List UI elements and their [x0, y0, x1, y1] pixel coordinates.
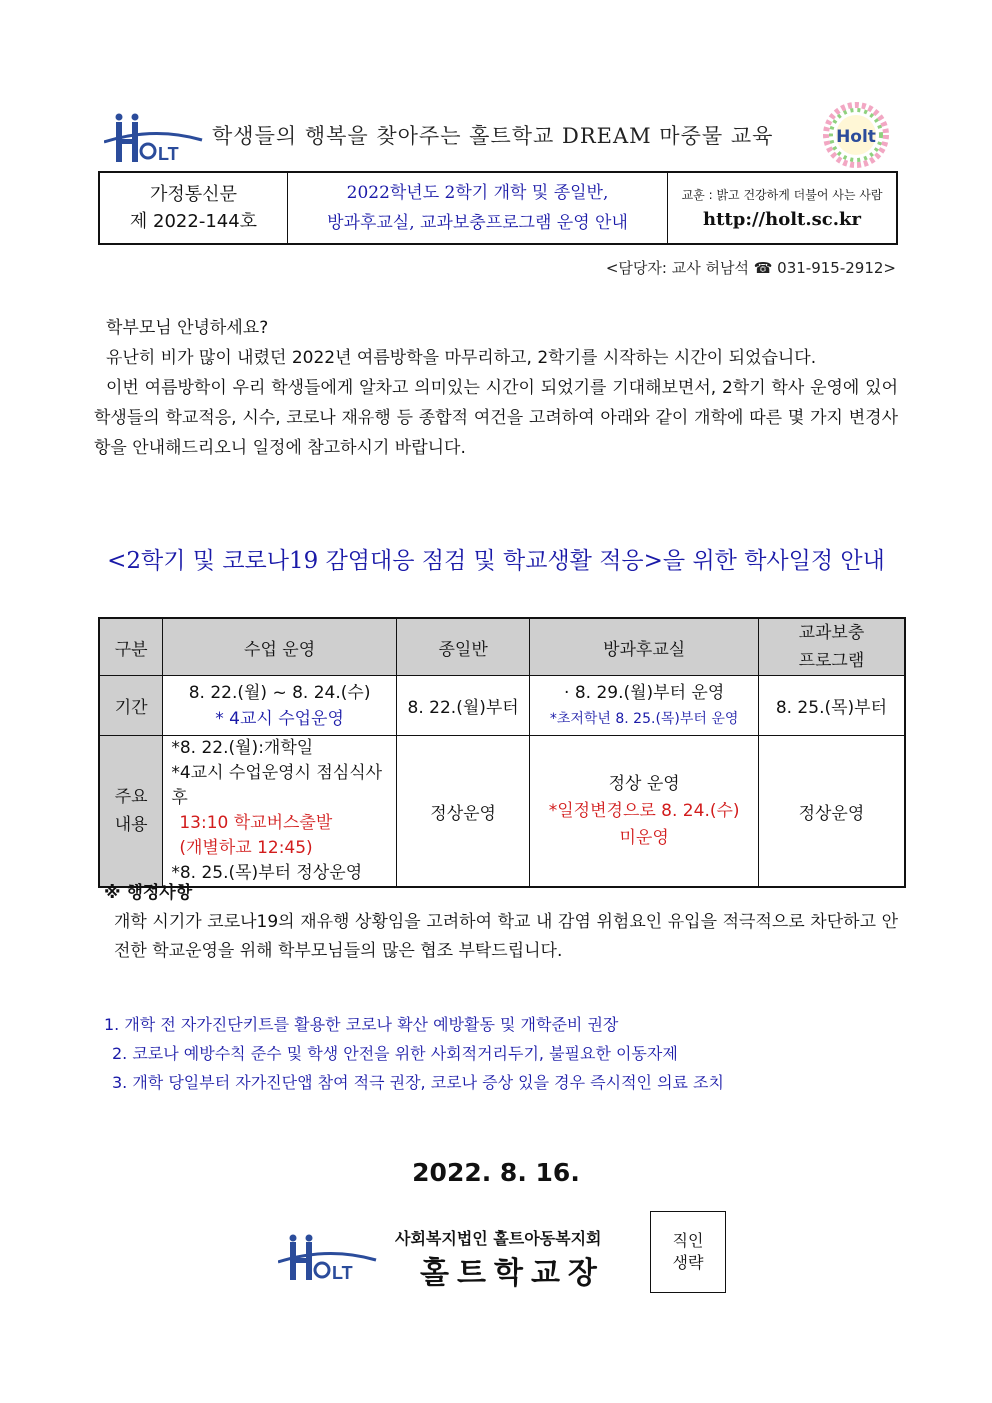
- newsletter-type: 가정통신문: [150, 184, 237, 205]
- row-label-content-line2: 내용: [114, 815, 148, 835]
- holt-logo: [104, 112, 204, 166]
- header-supplement: [758, 618, 905, 676]
- content-class-cell: [163, 736, 396, 888]
- newsletter-title-cell: [288, 173, 668, 243]
- seal-line2: 생략: [672, 1253, 704, 1272]
- content-class-item: (개별하교 12:45): [179, 838, 313, 858]
- intro-paragraph-2: 이번 여름방학이 우리 학생들에게 알차고 의미있는 시간이 되었기를 기대해보면서, 2학기 학사 운영에 있어 학생들의 학교적응, 시수, 코로나 재유행 등 종합적 여건을 고려하여 아래와 같이 개학에 따른 몇 가지 변경사항을 안내해드리오니 일정에 참고하시기 바랍니다.: [94, 378, 898, 458]
- period-class-dates: 8. 22.(월) ~ 8. 24.(수): [188, 682, 371, 703]
- content-daycare-cell: 정상운영: [396, 736, 530, 888]
- period-daycare-cell: 8. 22.(월)부터: [396, 676, 530, 736]
- header-supplement-line1: 교과보충: [798, 623, 865, 643]
- content-afterschool-cell: [530, 736, 758, 888]
- logo-text-bottom: LT: [332, 1263, 353, 1283]
- table-row-period: [99, 676, 905, 736]
- newsletter-title-line1: 2022학년도 2학기 개학 및 종일반,: [346, 183, 609, 203]
- period-afterschool-cell: [530, 676, 758, 736]
- section-title: <2학기 및 코로나19 감염대응 점검 및 학교생활 적응>을 위한 학사일정 안내: [107, 548, 885, 574]
- holt-logo-bottom: [278, 1234, 378, 1284]
- notice-list: [104, 1010, 724, 1097]
- content-afterschool-note: *일정변경으로 8. 24.(수): [548, 800, 740, 821]
- intro-greeting: 학부모님 안녕하세요?: [106, 318, 269, 338]
- list-item: 1. 개학 전 자가진단키트를 활용한 코로나 확산 예방활동 및 개학준비 권장: [104, 1015, 619, 1034]
- header-afterschool: 방과후교실: [530, 618, 758, 676]
- newsletter-title-line2: 방과후교실, 교과보충프로그램 운영 안내: [327, 213, 628, 233]
- header-class: 수업 운영: [163, 618, 396, 676]
- header-category: 구분: [99, 618, 163, 676]
- schedule-table: [98, 617, 906, 888]
- header-daycare: 종일반: [396, 618, 530, 676]
- content-class-item: *8. 22.(월):개학일: [171, 738, 314, 758]
- table-header-row: [99, 618, 905, 676]
- contact-info: <담당자: 교사 허남석 ☎ 031-915-2912>: [605, 259, 896, 277]
- newsletter-header: [98, 171, 898, 245]
- organization-name: 사회복지법인 홀트아동복지회: [395, 1229, 602, 1248]
- content-afterschool-note-2: 미운영: [619, 827, 669, 848]
- seal-line1: 직인: [672, 1231, 704, 1250]
- badge-text: Holt: [836, 127, 876, 147]
- newsletter-number: 제 2022-144호: [129, 211, 258, 232]
- table-row-content: [99, 736, 905, 888]
- logo-text: LT: [158, 144, 179, 164]
- period-afterschool-note: *초저학년 8. 25.(목)부터 운영: [549, 710, 739, 727]
- holt-badge-icon: [820, 101, 892, 169]
- content-class-item: *4교시 수업운영시 점심식사후: [171, 763, 383, 808]
- content-afterschool-status: 정상 운영: [608, 773, 680, 794]
- list-item: 2. 코로나 예방수칙 준수 및 학생 안전을 위한 사회적거리두기, 불필요한 이동자제: [112, 1044, 678, 1063]
- newsletter-id-cell: [100, 173, 288, 243]
- row-label-content-line1: 주요: [114, 787, 148, 807]
- content-supplement-cell: 정상운영: [758, 736, 905, 888]
- period-class-cell: [163, 676, 396, 736]
- header-supplement-line2: 프로그램: [798, 651, 865, 671]
- row-label-period: 기간: [99, 676, 163, 736]
- slogan: 학생들의 행복을 찾아주는 홀트학교 DREAM 마중물 교육: [212, 124, 774, 148]
- intro-text: [94, 313, 898, 463]
- period-supplement-cell: 8. 25.(목)부터: [758, 676, 905, 736]
- content-class-item: 13:10 학교버스출발: [179, 813, 333, 833]
- admin-text: 개학 시기가 코로나19의 재유행 상황임을 고려하여 학교 내 감염 위험요인 유입을 적극적으로 차단하고 안전한 학교운영을 위해 학부모님들의 많은 협조 부탁드립니다.: [114, 912, 898, 961]
- content-class-item: *8. 25.(목)부터 정상운영: [171, 863, 363, 883]
- admin-title: ※ 행정사항: [104, 883, 193, 903]
- list-item: 3. 개학 당일부터 자가진단앱 참여 적극 권장, 코로나 증상 있을 경우 즉시적인 의료 조치: [112, 1073, 724, 1092]
- school-url[interactable]: http://holt.sc.kr: [703, 209, 861, 230]
- period-afterschool-start: · 8. 29.(월)부터 운영: [564, 682, 725, 703]
- school-motto: 교훈 : 밝고 건강하게 더불어 사는 사람: [681, 188, 883, 202]
- official-seal-box: [650, 1211, 726, 1293]
- period-class-note: * 4교시 수업운영: [215, 708, 344, 729]
- principal-title: 홀트학교장: [420, 1256, 605, 1291]
- issue-date: 2022. 8. 16.: [412, 1158, 580, 1187]
- row-label-content: [99, 736, 163, 888]
- school-info-cell: [668, 173, 896, 243]
- intro-paragraph-1: 유난히 비가 많이 내렸던 2022년 여름방학을 마무리하고, 2학기를 시작하는 시간이 되었습니다.: [106, 348, 817, 368]
